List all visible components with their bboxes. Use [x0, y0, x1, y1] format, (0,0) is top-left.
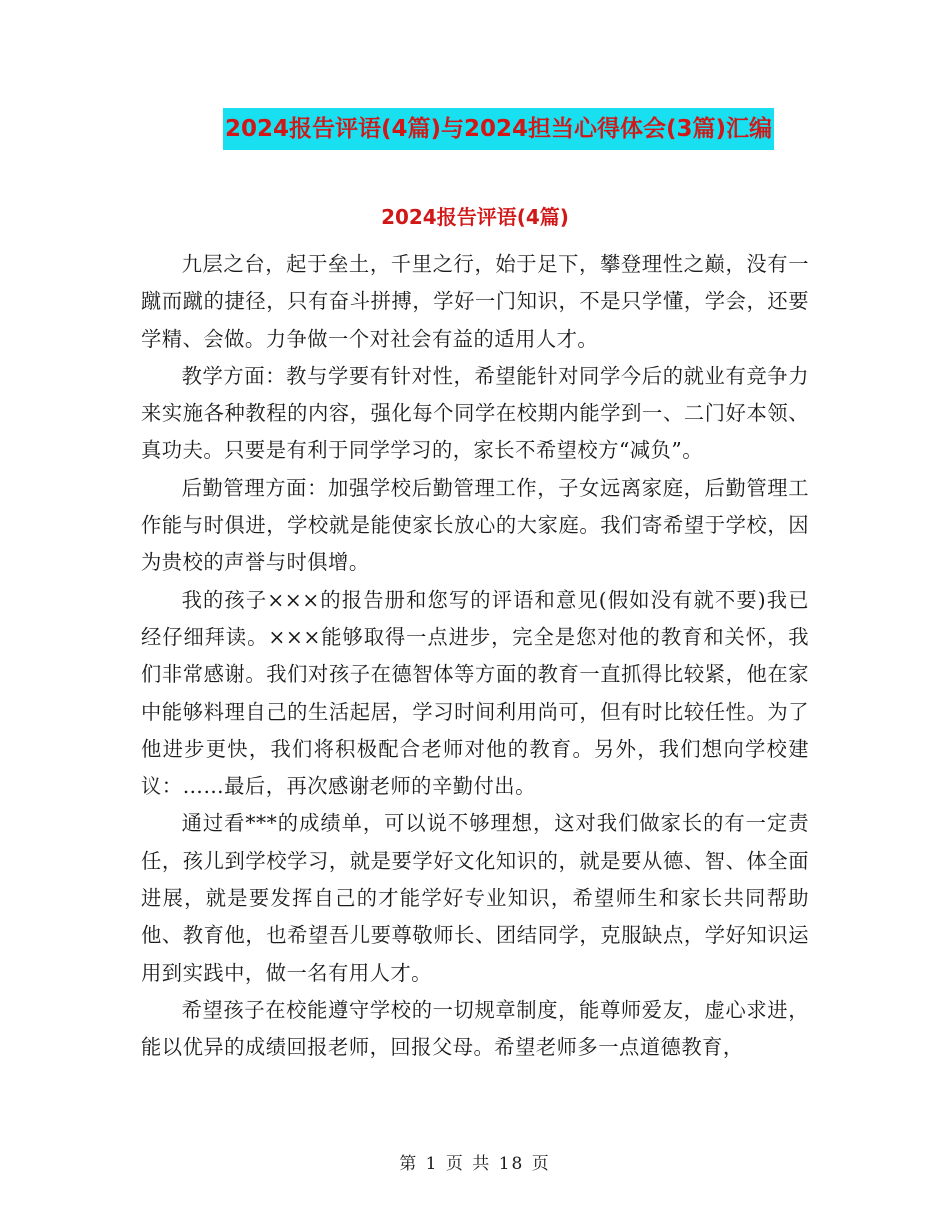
paragraph: 我的孩子×××的报告册和您写的评语和意见(假如没有就不要)我已经仔细拜读。×××能够取得一点进步，完全是您对他的教育和关怀，我们非常感谢。我们对孩子在德智体等方面的教育一直抓得比较紧，他在家中能够料理自己的生活起居，学习时间利用尚可，但有时比较任性。为了他进步更快，我们将积极配合老师对他的教育。另外，我们想向学校建议：……最后，再次感谢老师的辛勤付出。: [141, 587, 809, 799]
paragraph: 通过看***的成绩单，可以说不够理想，这对我们做家长的有一定责任，孩儿到学校学习，就是要学好文化知识的，就是要从德、智、体全面进展，就是要发挥自己的才能学好专业知识，希望师生和家长共同帮助他、教育他，也希望吾儿要尊敬师长、团结同学，克服缺点，学好知识运用到实践中，做一名有用人才。: [141, 811, 809, 985]
body-text: [141, 246, 809, 1067]
page-footer: 第 1 页 共 18 页: [399, 1154, 551, 1174]
main-title: 2024报告评语(4篇)与2024担当心得体会(3篇)汇编: [223, 108, 774, 150]
paragraph: 希望孩子在校能遵守学校的一切规章制度，能尊师爱友，虚心求进，能以优异的成绩回报老师，回报父母。希望老师多一点道德教育，: [141, 997, 809, 1060]
paragraph: 教学方面：教与学要有针对性，希望能针对同学今后的就业有竞争力来实施各种教程的内容，强化每个同学在校期内能学到一、二门好本领、真功夫。只要是有利于同学学习的，家长不希望校方“减负”。: [141, 363, 809, 463]
section-title: 2024报告评语(4篇): [381, 205, 569, 229]
paragraph: 后勤管理方面：加强学校后勤管理工作，子女远离家庭，后勤管理工作能与时俱进，学校就是能使家长放心的大家庭。我们寄希望于学校，因为贵校的声誉与时俱增。: [141, 475, 809, 575]
paragraph: 九层之台，起于垒土，千里之行，始于足下，攀登理性之巅，没有一蹴而蹴的捷径，只有奋斗拼搏，学好一门知识，不是只学懂，学会，还要学精、会做。力争做一个对社会有益的适用人才。: [141, 252, 809, 351]
main-title-container: [0, 108, 950, 150]
